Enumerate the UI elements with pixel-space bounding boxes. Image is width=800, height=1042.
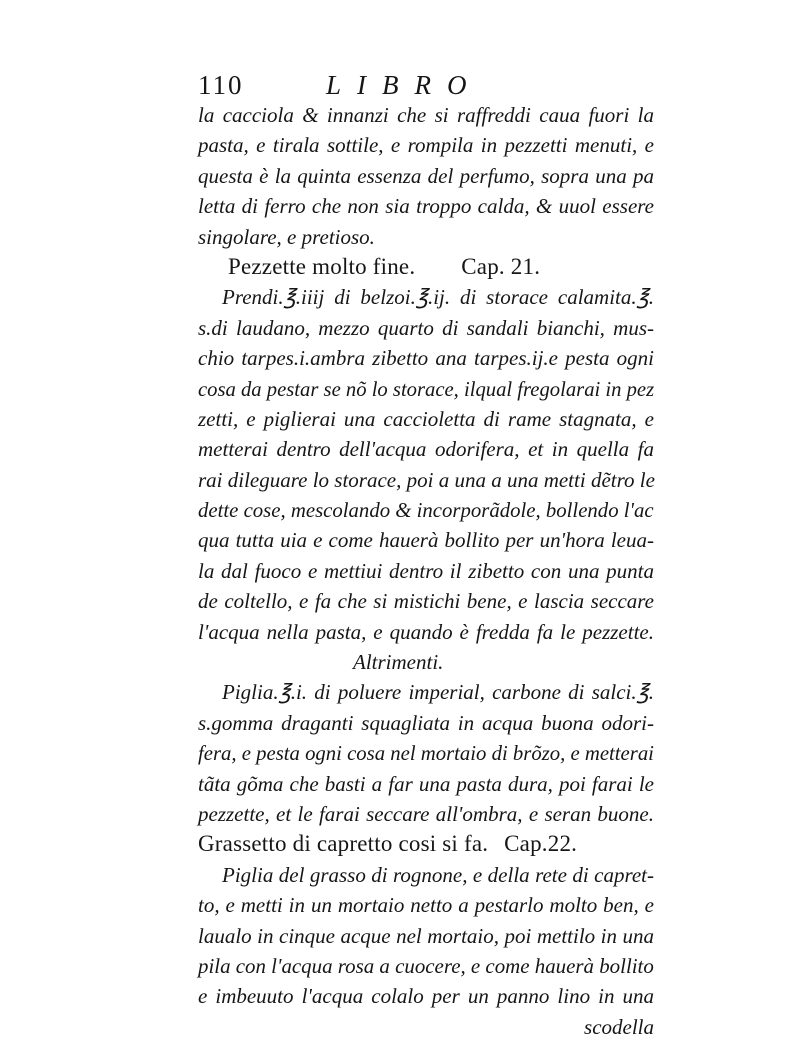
text-line: singolare, e pretioso. xyxy=(198,224,375,249)
text-line: Piglia del grasso di rognone, e della rete di capret- xyxy=(222,862,654,887)
text-line: pezzette, et le farai seccare all'ombra, e seran buone. xyxy=(198,801,654,826)
page-header xyxy=(198,68,658,102)
text-line: Piglia.℥.i. di poluere imperial, carbone di salci.℥. xyxy=(222,680,654,705)
text-line: to, e metti in un mortaio netto a pestarlo molto ben, e xyxy=(198,893,654,918)
text-line: qua tutta uia e come hauerà bollito per un'hora leua- xyxy=(198,528,654,553)
text-line: s.gomma draganti squagliata in acqua buona odori- xyxy=(198,710,654,735)
chapter-title: Pezzette molto fine. xyxy=(228,253,416,279)
chapter-number: Cap.22. xyxy=(504,831,578,857)
text-line: metterai dentro dell'acqua odorifera, et in quella fa xyxy=(198,437,654,462)
text-line: la cacciola & innanzi che si raffreddi caua fuori la xyxy=(198,103,654,127)
chapter-title: Grassetto di capretto cosi si fa. xyxy=(198,831,489,857)
text-line: Prendi.℥.iiij di belzoi.℥.ij. di storace calamita.℥. xyxy=(222,285,654,310)
text-line: questa è la quinta essenza del perfumo, sopra una pa xyxy=(198,163,654,188)
text-line: dette cose, mescolando & incorporãdole, bollendo l'ac xyxy=(198,498,654,523)
catchword: scodella xyxy=(584,1014,654,1039)
text-block xyxy=(198,100,654,1042)
running-head: LIBRO xyxy=(326,70,483,100)
text-line: fera, e pesta ogni cosa nel mortaio di brõzo, e metterai xyxy=(198,741,654,766)
text-line: zetti, e piglierai una caccioletta di rame stagnata, e xyxy=(198,406,654,431)
text-line: l'acqua nella pasta, e quando è fredda fa le pezzette. xyxy=(198,619,654,644)
chapter-heading xyxy=(198,829,654,859)
text-line: letta di ferro che non sia troppo calda, & uuol essere xyxy=(198,194,654,219)
text-line: cosa da pestar se nõ lo storace, ilqual fregolarai in pez xyxy=(198,376,655,401)
text-line: laualo in cinque acque nel mortaio, poi mettilo in una xyxy=(198,923,654,948)
text-line: tãta gõma che basti a far una pasta dura, poi farai le xyxy=(198,771,654,796)
text-line: s.di laudano, mezzo quarto di sandali bianchi, mus- xyxy=(198,315,654,340)
text-line: de coltello, e fa che si mistichi bene, e lascia seccare xyxy=(198,589,654,614)
text-line: pasta, e tirala sottile, e rompila in pezzetti menuti, e xyxy=(198,133,654,158)
chapter-heading xyxy=(198,252,654,282)
text-line: e imbeuuto l'acqua colalo per un panno lino in una xyxy=(198,984,654,1009)
text-line: la dal fuoco e mettiui dentro il zibetto con una punta xyxy=(198,558,654,583)
chapter-number: Cap. 21. xyxy=(461,253,541,279)
page-number: 110 xyxy=(198,70,244,100)
text-line: rai dileguare lo storace, poi a una a una metti dẽtro le xyxy=(198,467,655,492)
text-line: chio tarpes.i.ambra zibetto ana tarpes.ij.e pesta ogni xyxy=(198,346,654,371)
text-line: pila con l'acqua rosa a cuocere, e come hauerà bollito xyxy=(198,953,654,978)
subheading: Altrimenti. xyxy=(353,650,444,675)
